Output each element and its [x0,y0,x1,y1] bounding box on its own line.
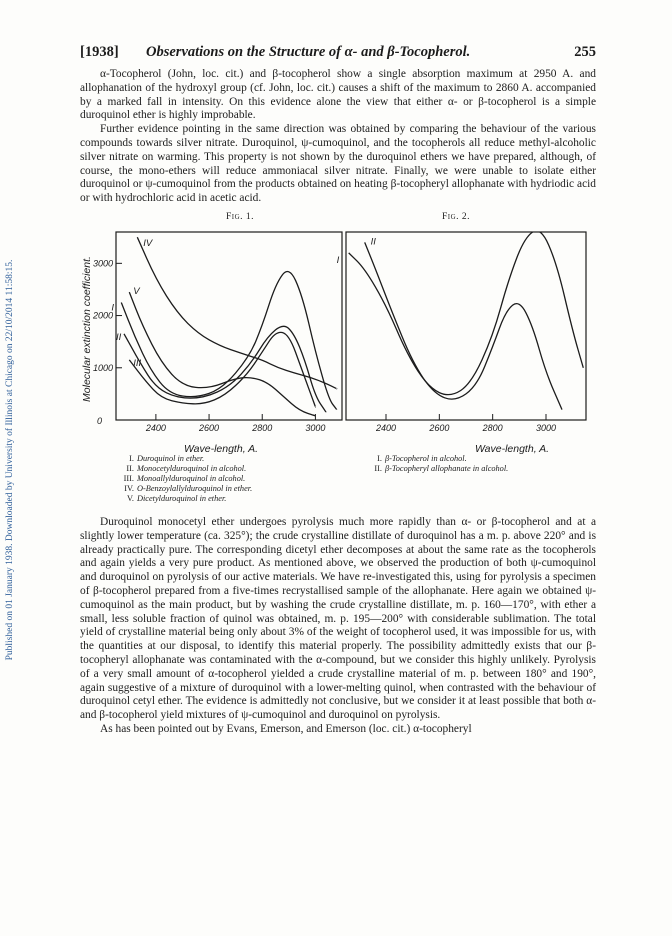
series-label-IV: IV [143,237,153,249]
article-title: Observations on the Structure of α- and β-Tocopherol. [146,44,471,60]
legend-item: III. Monoallylduroquinol in alcohol. [123,473,246,483]
x-tick-label: 2800 [252,422,273,433]
y-tick-label: 1000 [92,362,113,373]
series-label-II: II [115,331,122,343]
series-label-V: V [133,286,140,298]
x-tick-label: 2400 [375,422,397,433]
legend-item: I. β-Tocopherol in alcohol. [377,453,467,463]
x-tick-label: 2400 [145,422,166,433]
legend-item: II. Monocetylduroquinol in alcohol. [126,463,247,473]
legend-item: V. Dicetylduroquinol in ether. [127,493,227,503]
series-line-II [124,326,326,412]
fig2-caption: Fig. 2. [442,211,471,222]
fig2-legend [366,454,508,474]
series-label-II: II [370,236,376,248]
y-axis-label: Molecular extinction coefficient. [81,256,93,402]
series-line-V [129,292,315,416]
page-number: 255 [574,44,596,60]
body-text-top [80,68,596,206]
fig2-x-axis-label: Wave-length, A. [474,442,550,455]
plot-frame [346,232,586,420]
journal-page [80,42,596,737]
running-head [80,42,596,66]
x-tick-label: 3000 [535,422,557,433]
series-line-III [129,332,315,407]
series-label-III: III [133,357,142,369]
y-zero-label: 0 [96,415,102,426]
absorption-charts [76,224,596,464]
paragraph: As has been pointed out by Evans, Emerson, and Emerson (loc. cit.) α-tocopheryl [100,722,472,735]
body-text-bottom [80,516,596,737]
series-label-I: I [111,302,114,314]
fig1-caption: Fig. 1. [226,211,255,222]
y-tick-label: 3000 [92,258,113,269]
x-tick-label: 2600 [199,422,220,433]
legend-item: IV. O-Benzoylallylduroquinol in ether. [124,483,253,493]
fig1-plot [92,232,342,433]
fig1-legend [118,454,252,504]
x-tick-label: 3000 [305,422,326,433]
figures-block [80,212,596,512]
paragraph: Further evidence pointing in the same direction was obtained by comparing the behaviour of the various compounds towards silver nitrate. Duroquinol, ψ-cumoquinol, and the tocopherols all reduce methyl-alcoholic silver nitrate on warming. This property is not shown by the duroquinol ethers we have prepared, although, of course, the mono-ethers will reduce ammoniacal silver nitrate. Finally, we were unable to isolate either duroquinol or ψ-cumoquinol from the products obtained on heating β-tocopheryl allophanate with hydriodic acid or with hydrochloric acid in acetic acid. [80,123,596,205]
paragraph: Duroquinol monocetyl ether undergoes pyrolysis much more rapidly than α- or β-tocopherol and at a slightly lower temperature (ca. 325°); the crude crystalline distillate of duroquinol has a m. p. above 220° and is already practically pure. The corresponding dicetyl ether decomposes at about the same rate as the tocopherols and again yields a very pure product. As mentioned above, we observed the production of both ψ-cumoquinol and duroquinol on pyrolysis of our active materials. We have re-investigated this, using for pyrolysis a specimen of β-tocopherol prepared from a five-times recrystallised sample of the allophanate. Here again we obtained ψ-cumoquinol as the main product, but by washing the crude crystalline distillate, m. p. 160—170°, with ether a small, less soluble fraction of quinol was obtained, m. p. 195—200° with considerable sublimation. The total yield of crystalline material being only about 3% of the weight of tocopherol used, it was impossible for us, with the quantities at our disposal, to identify this material properly. The possibility admittedly exists that our β-tocopheryl allophanate was contaminated with the α-compound, but we consider this highly unlikely. Pyrolysis of a very small amount of α-tocopherol yielded a crude crystalline material of m. p. between 180° and 190°, again suggestive of a mixture of duroquinol with a lower-melting quinol, when contrasted with the behaviour of duroquinol cetyl ether. The evidence is admittedly not conclusive, but we consider it at least possible that both α- and β-tocopherol yield mixtures of ψ-cumoquinol and duroquinol on pyrolysis. [80,515,596,722]
series-label-I: I [336,254,340,266]
download-watermark-text: Published on 01 January 1938. Downloaded by University of Illinois at Chicago on 22/10/2014 11:58:15. [5,259,15,661]
year: [1938] [80,44,119,60]
fig1-x-axis-label: Wave-length, A. [183,442,259,455]
x-tick-label: 2800 [482,422,503,433]
series-line-I [349,231,584,395]
y-tick-label: 2000 [92,310,113,321]
download-watermark [4,130,16,790]
legend-item: I. Duroquinol in ether. [129,453,205,463]
x-tick-label: 2600 [429,422,450,433]
legend-item: II. β-Tocopheryl allophanate in alcohol. [374,463,509,473]
paragraph: α-Tocopherol (John, loc. cit.) and β-tocopherol show a single absorption maximum at 2950 A. and allophanation of the hydroxyl group (cf. John, loc. cit.) causes a shift of the maximum to 2860 A. accompanied by a marked fall in intensity. On this evidence alone the view that either α- or β-tocopherol is a simple duroquinol ether is highly improbable. [80,68,596,122]
fig2-plot [337,231,586,433]
